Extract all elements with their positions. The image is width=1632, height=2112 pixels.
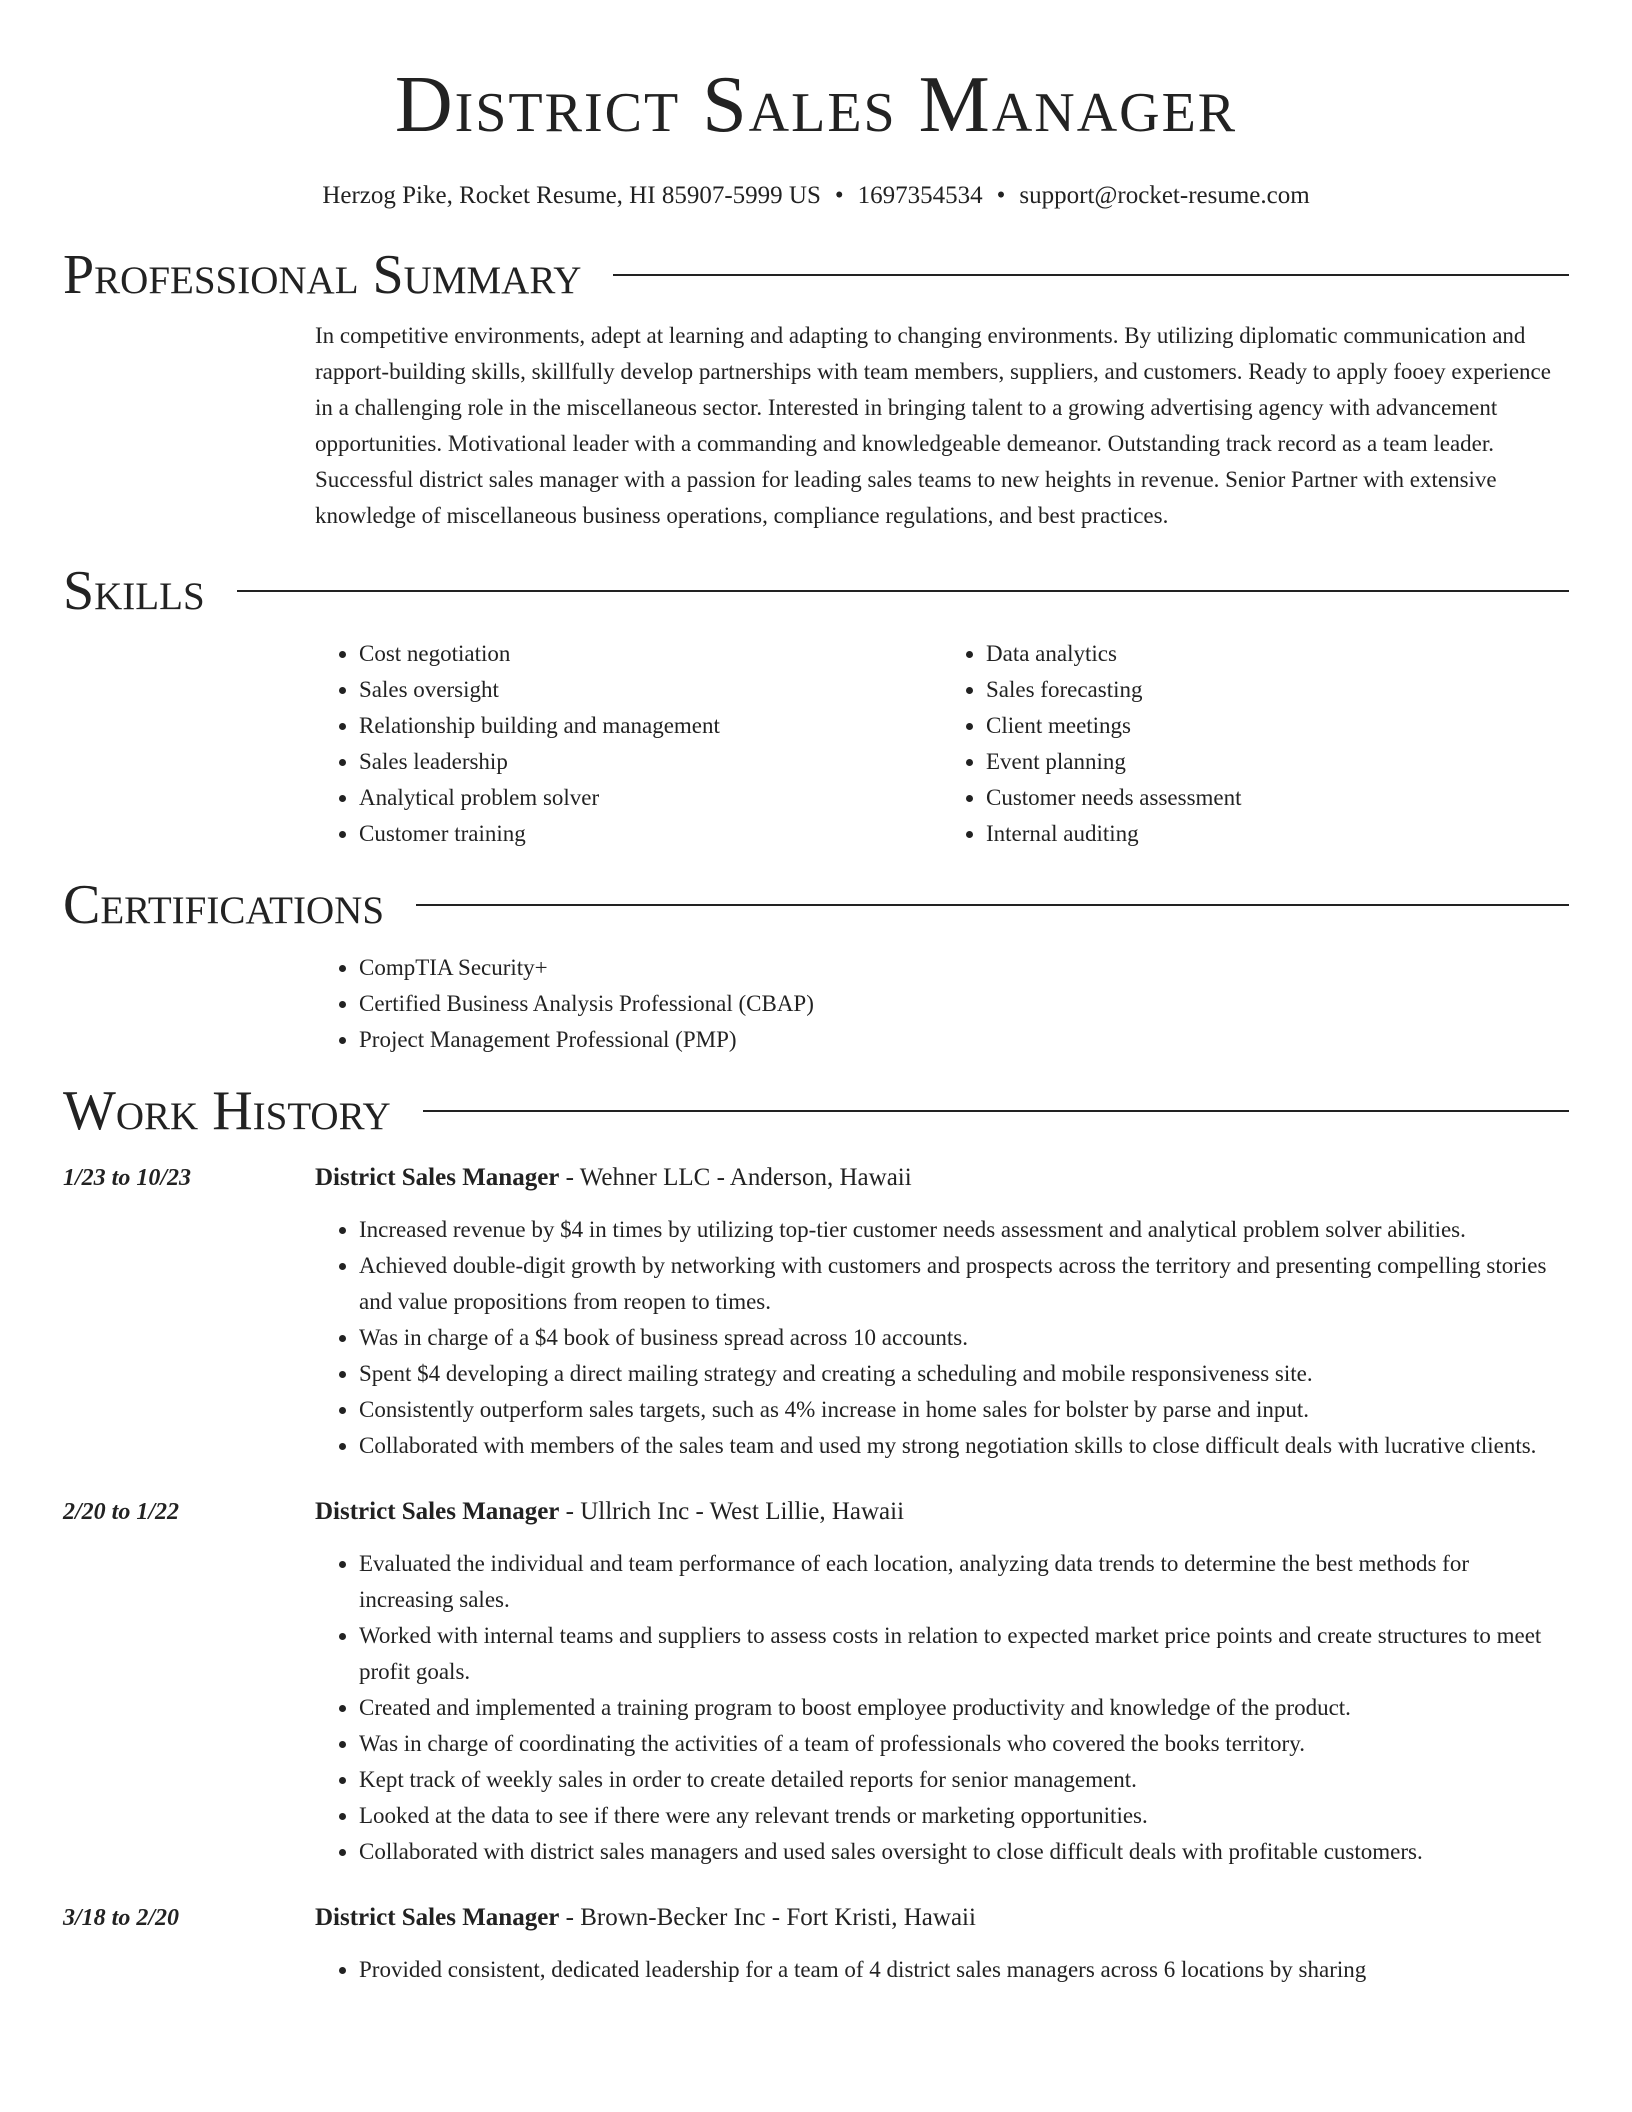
list-item: • Data analytics — [986, 636, 1569, 672]
contact-email: support@rocket-resume.com — [1019, 182, 1310, 209]
section-rule — [416, 904, 1569, 906]
job-header — [63, 1160, 1569, 1196]
certifications-body — [315, 950, 1569, 1058]
list-item: • Was in charge of a $4 book of business spread across 10 accounts. — [359, 1320, 1569, 1356]
list-item: • Evaluated the individual and team performance of each location, analyzing data trends to determine the best methods for increasing sales. — [359, 1546, 1569, 1618]
list-item: • Achieved double-digit growth by networking with customers and prospects across the territory and presenting compelling stories and value propositions from reopen to times. — [359, 1248, 1569, 1320]
job-body — [315, 1546, 1569, 1870]
section-rule — [237, 590, 1569, 592]
section-rule — [423, 1110, 1569, 1112]
list-item: • Sales forecasting — [986, 672, 1569, 708]
job-company: - Brown-Becker Inc - Fort Kristi, Hawaii — [559, 1904, 976, 1931]
list-item: • Looked at the data to see if there were any relevant trends or marketing opportunities. — [359, 1798, 1569, 1834]
list-item: • Event planning — [986, 744, 1569, 780]
skills-section — [0, 556, 1632, 852]
job-bullet-list — [315, 1952, 1569, 1988]
contact-separator: • — [834, 182, 844, 209]
list-item: • Was in charge of coordinating the activities of a team of professionals who covered the books territory. — [359, 1726, 1569, 1762]
contact-phone: 1697354534 — [857, 182, 983, 209]
list-item: • Sales oversight — [359, 672, 942, 708]
work-history-list — [63, 1160, 1569, 1988]
job-dates: 2/20 to 1/22 — [63, 1499, 180, 1525]
job-company: - Wehner LLC - Anderson, Hawaii — [559, 1164, 912, 1191]
contact-address: Herzog Pike, Rocket Resume, HI 85907-5999 US — [322, 182, 821, 209]
certifications-section — [0, 870, 1632, 1058]
skills-list-right — [942, 636, 1569, 852]
job-title-line — [315, 1494, 904, 1530]
list-item: • Relationship building and management — [359, 708, 942, 744]
job-entry — [63, 1900, 1569, 1988]
section-title-work: Work History — [63, 1080, 391, 1142]
list-item: • Worked with internal teams and suppliers to assess costs in relation to expected market price points and create structures to meet profit goals. — [359, 1618, 1569, 1690]
skills-columns — [315, 636, 1569, 852]
list-item: • Cost negotiation — [359, 636, 942, 672]
job-dates: 3/18 to 2/20 — [63, 1905, 180, 1931]
list-item: • Kept track of weekly sales in order to create detailed reports for senior management. — [359, 1762, 1569, 1798]
job-role: District Sales Manager — [315, 1164, 560, 1191]
section-title-skills: Skills — [63, 560, 205, 622]
job-body — [315, 1952, 1569, 1988]
job-header — [63, 1494, 1569, 1530]
list-item: • Increased revenue by $4 in times by utilizing top-tier customer needs assessment and analytical problem solver abilities. — [359, 1212, 1569, 1248]
list-item: • Internal auditing — [986, 816, 1569, 852]
list-item: • Created and implemented a training program to boost employee productivity and knowledge of the product. — [359, 1690, 1569, 1726]
list-item: • Certified Business Analysis Professional (CBAP) — [359, 986, 1569, 1022]
list-item: • Customer training — [359, 816, 942, 852]
job-role: District Sales Manager — [315, 1904, 560, 1931]
work-section — [0, 1076, 1632, 1988]
list-item: • Spent $4 developing a direct mailing strategy and creating a scheduling and mobile responsiveness site. — [359, 1356, 1569, 1392]
contact-line — [0, 178, 1632, 214]
list-item: • Sales leadership — [359, 744, 942, 780]
job-header — [63, 1900, 1569, 1936]
job-title-line — [315, 1160, 912, 1196]
job-entry — [63, 1494, 1569, 1870]
list-item: • Analytical problem solver — [359, 780, 942, 816]
job-bullet-list — [315, 1212, 1569, 1464]
job-role: District Sales Manager — [315, 1498, 560, 1525]
list-item: • Project Management Professional (PMP) — [359, 1022, 1569, 1058]
list-item: • CompTIA Security+ — [359, 950, 1569, 986]
job-company: - Ullrich Inc - West Lillie, Hawaii — [559, 1498, 905, 1525]
section-header — [63, 870, 1569, 940]
job-entry — [63, 1160, 1569, 1464]
section-title-certifications: Certifications — [63, 874, 385, 936]
contact-separator: • — [996, 182, 1006, 209]
certifications-list — [315, 950, 1569, 1058]
job-dates: 1/23 to 10/23 — [63, 1165, 192, 1191]
summary-section — [0, 240, 1632, 534]
list-item: • Customer needs assessment — [986, 780, 1569, 816]
job-body — [315, 1212, 1569, 1464]
resume-title: District Sales Manager — [394, 61, 1238, 149]
job-bullet-list — [315, 1546, 1569, 1870]
section-rule — [613, 274, 1569, 276]
list-item: • Collaborated with members of the sales team and used my strong negotiation skills to close difficult deals with lucrative clients. — [359, 1428, 1569, 1464]
section-header — [63, 556, 1569, 626]
skills-list-left — [315, 636, 942, 852]
summary-text: In competitive environments, adept at learning and adapting to changing environments. By utilizing diplomatic communication and rapport-building skills, skillfully develop partnerships with team members, suppliers, and customers. Ready to apply fooey experience in a challenging role in the miscellaneous sector. Interested in bringing talent to a growing advertising agency with advancement opportunities. Motivational leader with a commanding and knowledgeable demeanor. Outstanding track record as a team leader. Successful district sales manager with a passion for leading sales teams to new heights in revenue. Senior Partner with extensive knowledge of miscellaneous business operations, compliance regulations, and best practices. — [315, 323, 1551, 528]
list-item: • Client meetings — [986, 708, 1569, 744]
list-item: • Provided consistent, dedicated leadership for a team of 4 district sales managers across 6 locations by sharing — [359, 1952, 1569, 1988]
list-item: • Consistently outperform sales targets, such as 4% increase in home sales for bolster by parse and input. — [359, 1392, 1569, 1428]
list-item: • Collaborated with district sales managers and used sales oversight to close difficult deals with profitable customers. — [359, 1834, 1569, 1870]
section-header — [63, 1076, 1569, 1146]
section-header — [63, 240, 1569, 310]
section-title-summary: Professional Summary — [63, 244, 582, 306]
job-title-line — [315, 1900, 976, 1936]
